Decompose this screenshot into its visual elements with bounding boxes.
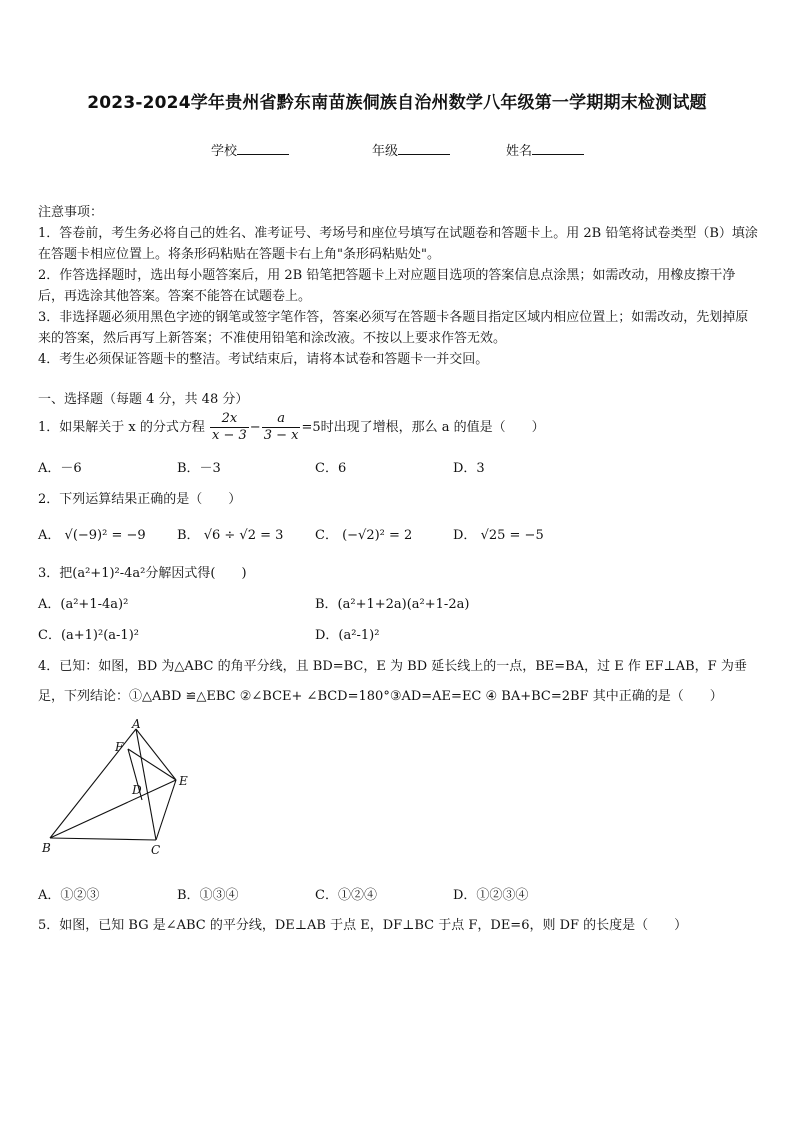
school-label: 学校 bbox=[211, 144, 238, 159]
q3-option-d: D．(a²-1)² bbox=[315, 628, 380, 643]
notes-block bbox=[38, 202, 760, 370]
q2-option-b: B． √6 ÷ √2 = 3 bbox=[177, 528, 284, 543]
q1-option-a: A．－6 bbox=[38, 461, 82, 476]
exam-title: 2023-2024学年贵州省黔东南苗族侗族自治州数学八年级第一学期期末检测试题 bbox=[87, 93, 707, 113]
q4-option-b: B．①③④ bbox=[177, 888, 239, 903]
note-item: 4．考生必须保证答题卡的整洁。考试结束后，请将本试卷和答题卡一并交回。 bbox=[38, 352, 489, 367]
point-a-label: A bbox=[132, 718, 141, 731]
section-heading: 一、选择题（每题 4 分，共 48 分） bbox=[38, 392, 249, 407]
grade-blank bbox=[398, 142, 450, 155]
question-5-stem: 5．如图，已知 BG 是∠ABC 的平分线，DE⊥AB 于点 E，DF⊥BC 于点 F，DE=6，则 DF 的长度是（ ） bbox=[38, 918, 688, 933]
q1-prefix: 1．如果解关于 x 的分式方程 bbox=[38, 420, 205, 435]
note-item: 2．作答选择题时，选出每小题答案后，用 2B 铅笔把答题卡上对应题目选项的答案信息点涂黑；如需改动，用橡皮擦干净后，再选涂其他答案。答案不能答在试题卷上。 bbox=[38, 268, 736, 304]
school-field bbox=[211, 140, 289, 159]
q4-geometry-figure bbox=[38, 718, 198, 860]
segment-ce bbox=[156, 780, 176, 840]
question-1-stem bbox=[38, 411, 545, 444]
segment-ae bbox=[136, 729, 176, 780]
q3-option-a: A．(a²+1-4a)² bbox=[38, 597, 129, 612]
q2-expr-d: √25 = −5 bbox=[480, 528, 544, 543]
q1-fraction-2: $\frac{a}{3 - x}$ bbox=[263, 411, 299, 443]
q4-option-d: D．①②③④ bbox=[453, 888, 529, 903]
q2-option-a: A． √(−9)² = −9 bbox=[38, 528, 146, 543]
grade-field bbox=[372, 140, 450, 159]
q1-option-d: D．3 bbox=[453, 461, 485, 476]
q2-expr-b: √6 ÷ √2 = 3 bbox=[203, 528, 284, 543]
q2-expr-a: √(−9)² = −9 bbox=[64, 528, 146, 543]
q1-option-c: C．6 bbox=[315, 461, 347, 476]
name-field bbox=[506, 140, 584, 159]
question-4-line-1: 4．已知：如图，BD 为△ABC 的角平分线，且 BD=BC，E 为 BD 延长线上的一点，BE=BA，过 E 作 EF⊥AB，F 为垂 bbox=[38, 659, 747, 674]
name-label: 姓名 bbox=[506, 144, 533, 159]
q3-option-c: C．(a+1)²(a-1)² bbox=[38, 628, 139, 643]
q1-minus: − bbox=[249, 420, 261, 435]
q2-option-c: C． (−√2)² = 2 bbox=[315, 528, 413, 543]
point-c-label: C bbox=[151, 843, 161, 857]
question-4-line-2: 足，下列结论：①△ABD ≌△EBC ②∠BCE+ ∠BCD=180°③AD=AE=EC ④ BA+BC=2BF 其中正确的是（ ） bbox=[38, 689, 723, 704]
q1-option-b: B．－3 bbox=[177, 461, 221, 476]
q2-expr-c: (−√2)² = 2 bbox=[342, 528, 413, 543]
notes-heading: 注意事项： bbox=[38, 205, 104, 220]
question-2-stem: 2．下列运算结果正确的是（ ） bbox=[38, 492, 242, 507]
q3-option-b: B．(a²+1+2a)(a²+1-2a) bbox=[315, 597, 470, 612]
segment-bc bbox=[50, 838, 156, 840]
point-e-label: E bbox=[179, 774, 188, 788]
segment-be bbox=[50, 780, 176, 838]
q4-option-c: C．①②④ bbox=[315, 888, 377, 903]
note-item: 3．非选择题必须用黑色字迹的钢笔或签字笔作答，答案必须写在答题卡各题目指定区域内相应位置上；如需改动，先划掉原来的答案，然后再写上新答案；不准使用铅笔和涂改液。不按以上要求作答无效。 bbox=[38, 310, 749, 346]
q4-option-a: A．①②③ bbox=[38, 888, 100, 903]
point-d-label: D bbox=[132, 783, 142, 797]
point-f-label: F bbox=[115, 740, 124, 754]
name-blank bbox=[532, 142, 584, 155]
question-3-stem: 3．把(a²+1)²-4a²分解因式得( ) bbox=[38, 566, 247, 581]
q1-fraction-1: $\frac{2x}{x - 3}$ bbox=[212, 411, 247, 443]
note-item: 1．答卷前，考生务必将自己的姓名、准考证号、考场号和座位号填写在试题卷和答题卡上。用 2B 铅笔将试卷类型（B）填涂在答题卡相应位置上。将条形码粘贴在答题卡右上角"条形码粘贴处"。 bbox=[38, 226, 758, 262]
q2-option-d: D． √25 = −5 bbox=[453, 528, 544, 543]
q1-suffix: =5时出现了增根，那么 a 的值是（ ） bbox=[301, 420, 545, 435]
school-blank bbox=[237, 142, 289, 155]
point-b-label: B bbox=[42, 841, 51, 855]
grade-label: 年级 bbox=[372, 144, 399, 159]
